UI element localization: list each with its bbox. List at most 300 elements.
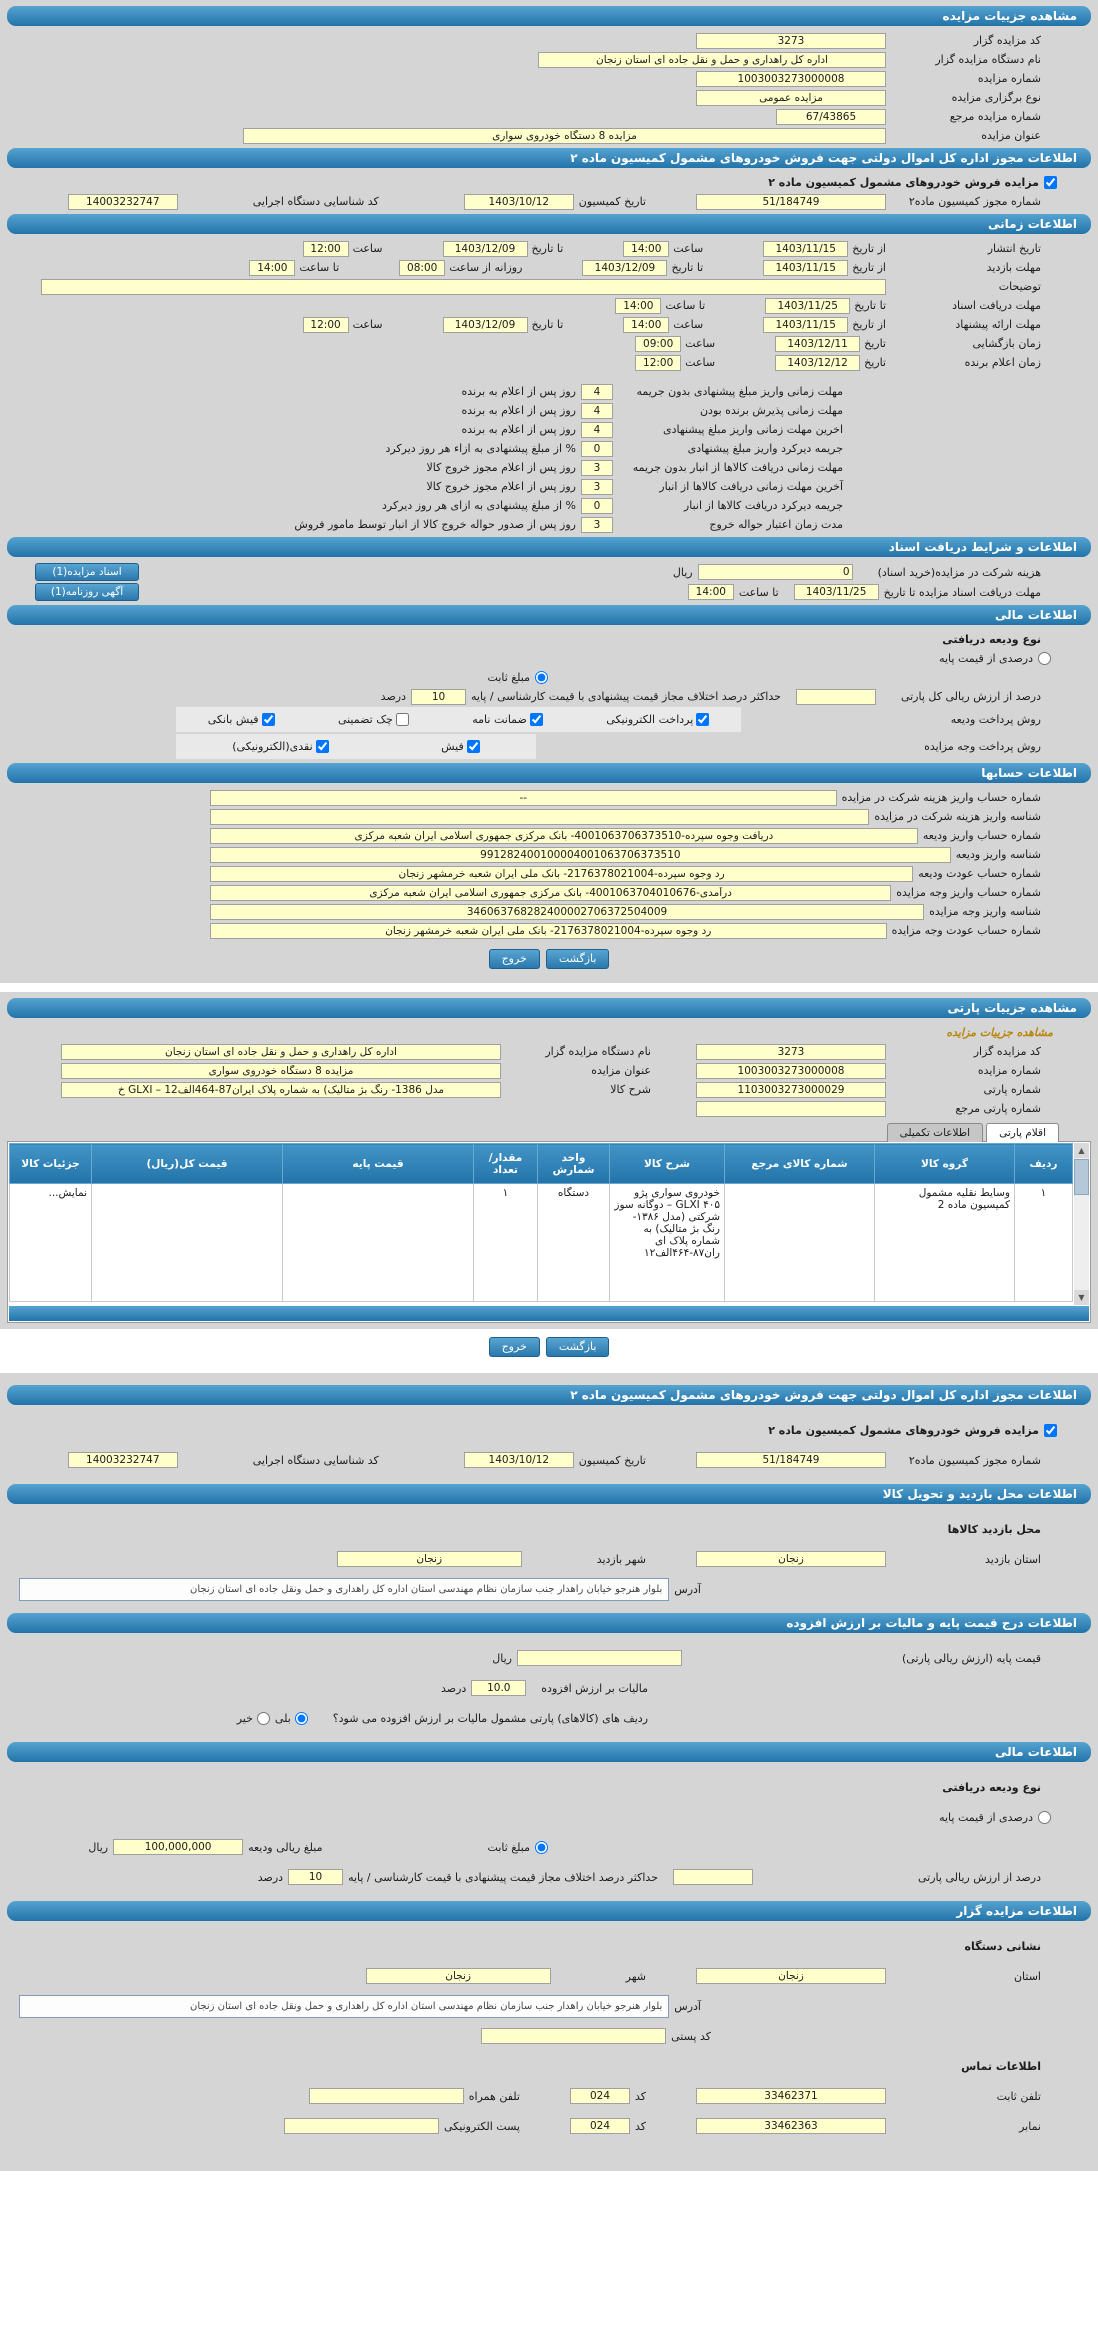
publish-date-label: تاریخ انتشار [987,242,1041,255]
penalty-value-field[interactable] [581,479,613,495]
phone-row [5,2081,1093,2111]
account-field[interactable] [210,923,887,939]
cell-ref-number [725,1184,875,1302]
winner-announce-label: زمان اعلام برنده [964,356,1041,369]
cell-total-price [92,1184,283,1302]
to-hour-group [615,298,705,314]
fax-area-code-field[interactable] [570,2118,630,2134]
percent-of-value-field[interactable] [673,1869,753,1885]
vat-question-row [5,1703,1093,1733]
exit-button[interactable]: خروج [489,1337,540,1357]
participation-fee-label: هزینه شرکت در مزایده(خرید اسناد) [877,565,1041,579]
hour-label: ساعت [352,242,383,255]
vat-yes-radio[interactable] [295,1712,308,1725]
vat-no-option [237,1712,270,1725]
date-group [775,336,886,352]
hour-group [635,336,715,352]
penalty-row [5,439,1093,458]
hour-group [303,317,383,333]
deposit-percent-radio[interactable] [1038,1811,1051,1824]
deposit-type-label: نوع ودیعه دریافتی [942,633,1041,646]
auctioneer-code-field[interactable] [696,1044,886,1060]
auction-number-label: شماره مزایده [977,1064,1041,1077]
visit-address-label: آدرس [674,1582,701,1596]
hour-group [623,241,703,257]
docs-receive-hour-field[interactable] [688,584,734,600]
account-row [5,845,1093,864]
col-base-price: قیمت پایه [283,1144,474,1184]
scroll-down-icon[interactable] [1074,1290,1089,1305]
goods-table [9,1143,1073,1302]
visit-province-field[interactable] [696,1551,886,1567]
auctioneer-name-field[interactable] [538,52,886,68]
docs-receive-deadline-row [5,582,1093,602]
deposit-payment-options-strip [176,707,741,732]
daily-from-hour-group [399,260,522,276]
account-label: شناسه واریز وجه مزایده [929,905,1041,918]
participation-fee-field[interactable] [698,564,853,580]
section-header-pricing: اطلاعات درج قیمت پایه و مالیات بر ارزش افزوده [7,1613,1091,1633]
auctioneer-code-label: کد مزایده گزار [973,34,1041,47]
agency-address-subtitle-row [5,1931,1093,1961]
publish-date-row [5,239,1093,258]
col-ref-number: شماره کالای مرجع [725,1144,875,1184]
account-field[interactable] [210,828,918,844]
grid-footer-bar [9,1306,1089,1321]
offer-to-date-field[interactable] [443,317,528,333]
party-items-grid [7,1141,1091,1323]
postal-code-row [5,2021,1093,2051]
slip-checkbox[interactable] [467,740,480,753]
percent-label: درصد [380,690,406,703]
rial-label: ریال [672,565,693,579]
offer-to-hour-field[interactable] [303,317,349,333]
col-goods-details: جزئیات کالا [10,1144,92,1184]
fax-field[interactable] [696,2118,886,2134]
percent-of-value-label: درصد از ارزش ریالی پارتی [918,1870,1041,1884]
pay-option-label: ضمانت نامه [472,713,527,726]
penalty-row [5,420,1093,439]
to-date-label: تا تاریخ [671,261,704,274]
col-goods-group: گروه کالا [875,1144,1015,1184]
hour-group [623,317,703,333]
opening-time-label: زمان بازگشایی [972,337,1041,350]
penalty-suffix: روز پس از اعلام به برنده [461,423,576,436]
winner-announce-row [5,353,1093,372]
account-label: شماره حساب واریز ودیعه [922,829,1041,842]
postal-code-label: کد پستی [671,2029,711,2043]
permit-number-field[interactable] [696,1452,886,1468]
docs-to-date-field[interactable] [765,298,850,314]
deposit-percent-radio[interactable] [1038,652,1051,665]
col-goods-desc: شرح کالا [610,1144,725,1184]
email-label: پست الکترونیکی [444,2119,520,2133]
phone-area-code-label: کد [634,2089,646,2103]
max-diff-field[interactable] [411,689,466,705]
deposit-percent-option-label: درصدی از قیمت پایه [939,652,1033,665]
penalty-value-field[interactable] [581,384,613,400]
description-label: توضیحات [998,280,1041,293]
email-field[interactable] [284,2118,439,2134]
agency-address-row [5,1991,1093,2021]
hour-label: ساعت [673,318,704,331]
agency-address-label: آدرس [674,1999,701,2013]
auction-type-row [5,88,1093,107]
rial-label: ریال [492,1651,512,1665]
agency-city-field[interactable] [366,1968,551,1984]
auction-title-field[interactable] [243,128,886,144]
back-button[interactable]: بازگشت [546,949,610,969]
section-header-accounts: اطلاعات حسابها [7,763,1091,783]
contact-info-subtitle-row [5,2051,1093,2081]
auctioneer-code-row [5,31,1093,50]
permit-number-label: شماره مجوز کمیسیون ماده۲ [908,195,1041,208]
penalty-row [5,382,1093,401]
penalty-label: آخرین مهلت زمانی دریافت کالاها از انبار [659,480,843,493]
description-field[interactable] [41,279,886,295]
to-date-label: تا تاریخ [531,242,564,255]
auction-number-row [5,69,1093,88]
vat-yes-option [275,1712,308,1725]
penalty-value-field[interactable] [581,517,613,533]
exec-code-field[interactable] [68,1452,178,1468]
account-row [5,807,1093,826]
auction-details-panel [0,0,1098,983]
grid-vertical-scrollbar[interactable] [1074,1143,1089,1305]
to-hour-label: تا ساعت [738,585,779,599]
visit-address-row [5,1574,1093,1604]
contact-info-subtitle: اطلاعات تماس [961,2059,1041,2073]
agency-address-field[interactable] [19,1995,669,2018]
deposit-percent-option-row [5,1802,1093,1832]
max-diff-field[interactable] [288,1869,343,1885]
from-date-group [763,241,886,257]
auction-number-field[interactable] [696,1063,886,1079]
show-details-link[interactable]: نمایش... [48,1187,87,1199]
visit-province-city-row [5,1544,1093,1574]
permit-checkbox-row [5,173,1093,192]
goods-table-header-row [10,1144,1073,1184]
cell-base-price [283,1184,474,1302]
visit-to-date-field[interactable] [582,260,667,276]
visit-from-date-field[interactable] [763,260,848,276]
pay-option [441,740,480,753]
auctioneer-code-label: کد مزایده گزار [973,1045,1041,1058]
to-date-group [443,317,564,333]
permit-fields-row [5,1445,1093,1475]
opening-time-row [5,334,1093,353]
col-row-index: ردیف [1015,1144,1073,1184]
account-label: شناسه واریز ودیعه [955,848,1041,861]
spacer [5,372,1093,382]
offer-deadline-row [5,315,1093,334]
party-ref-label: شماره پارتی مرجع [955,1102,1041,1115]
description-row [5,277,1093,296]
docs-receive-deadline-label: مهلت دریافت اسناد مزایده تا تاریخ [883,585,1041,599]
auction-title-label: عنوان مزایده [981,129,1041,142]
mobile-label: تلفن همراه [468,2089,520,2103]
penalty-value-field[interactable] [581,422,613,438]
view-auction-details-link[interactable]: مشاهده جزییات مزایده [946,1026,1053,1039]
account-row [5,788,1093,807]
account-label: شماره حساب عودت ودیعه [918,867,1041,880]
agency-address-subtitle: نشانی دستگاه [964,1939,1041,1953]
phone-area-code-field[interactable] [570,2088,630,2104]
visit-location-subtitle: محل بازدید کالاها [947,1522,1041,1536]
commission-date-field[interactable] [464,194,574,210]
offer-from-hour-field[interactable] [623,317,669,333]
deposit-payment-method-row [5,706,1093,733]
winner-date-field[interactable] [775,355,860,371]
participation-fee-row [5,562,1093,582]
tab-additional-info[interactable]: اطلاعات تکمیلی [887,1123,983,1142]
commission-date-field[interactable] [464,1452,574,1468]
account-field[interactable] [210,809,869,825]
percent-label: درصد [257,1870,284,1884]
visit-location-subtitle-row [5,1514,1093,1544]
section-header-timing: اطلاعات زمانی [7,214,1091,234]
tab-party-items[interactable]: اقلام پارتی [986,1123,1059,1142]
deposit-fixed-option-row [5,1832,1093,1862]
pay-option [606,713,709,726]
goods-row [10,1184,1073,1302]
account-field[interactable] [210,847,951,863]
phone-field[interactable] [696,2088,886,2104]
auction-ref-field[interactable] [776,109,886,125]
hour-group [303,241,383,257]
section-header-auction-details: مشاهده جزییات مزایده [7,6,1091,26]
deposit-type-row [5,630,1093,649]
penalty-value-field[interactable] [581,441,613,457]
winner-hour-field[interactable] [635,355,681,371]
section-header-documents: اطلاعات و شرایط دریافت اسناد [7,537,1091,557]
account-field[interactable] [210,904,924,920]
deposit-fixed-radio[interactable] [535,671,548,684]
section-header-financial: اطلاعات مالی [7,605,1091,625]
deposit-percent-option-label: درصدی از قیمت پایه [939,1810,1033,1824]
vat-no-label: خیر [236,1711,253,1725]
visit-city-field[interactable] [337,1551,522,1567]
to-date-group [765,298,886,314]
agency-city-label: شهر [625,1969,646,1983]
party-number-field[interactable] [696,1082,886,1098]
auctioneer-code-field[interactable] [696,33,886,49]
section-header-permit: اطلاعات مجوز اداره کل اموال دولتی جهت فروش خودروهای مشمول کمیسیون ماده ۲ [7,148,1091,168]
cell-goods-desc: خودروی سواری پژو ۴۰۵ GLXI – دوگانه سوز شرکتی (مدل ۱۳۸۶- رنگ بژ متالیک) به شماره پلاک ای ران۸۷-۴۶۴الف۱۲ [610,1184,725,1302]
date-group [775,355,886,371]
auction-type-field[interactable] [696,90,886,106]
penalty-label: جریمه دیرکرد دریافت کالاها از انبار [683,499,843,512]
exec-code-label: کد شناسایی دستگاه اجرایی [252,1453,379,1467]
auction-ref-row [5,107,1093,126]
from-date-label: از تاریخ [852,318,886,331]
date-label: تاریخ [864,337,886,350]
back-button[interactable]: بازگشت [546,1337,610,1357]
deposit-fixed-option-label: مبلغ ثابت [487,671,530,684]
vat-yes-label: بلی [274,1711,291,1725]
max-diff-label: حداکثر درصد اختلاف مجاز قیمت پیشنهادی با قیمت کارشناسی / پایه [348,1870,658,1884]
vat-label: مالیات بر ارزش افزوده [541,1681,648,1695]
deposit-fixed-radio[interactable] [535,1841,548,1854]
agency-province-label: استان [1013,1969,1041,1983]
party-details-panel [0,992,1098,1329]
pay-option [232,740,328,753]
cell-goods-group: وسایط نقلیه مشمول کمیسیون ماده 2 [875,1184,1015,1302]
account-row [5,921,1093,940]
party-tabs [5,1118,1093,1141]
newspaper-ad-button[interactable]: آگهی روزنامه(1) [35,583,139,601]
auction-number-field[interactable] [696,71,886,87]
exit-button[interactable]: خروج [489,949,540,969]
account-label: شناسه واریز هزینه شرکت در مزایده [874,810,1041,823]
party-row-1 [5,1042,1093,1061]
bank-slip-checkbox[interactable] [262,713,275,726]
phone-label: تلفن ثابت [996,2089,1041,2103]
postal-code-field[interactable] [481,2028,666,2044]
docs-receive-deadline-field[interactable] [794,584,879,600]
permit-number-label: شماره مجوز کمیسیون ماده۲ [908,1453,1041,1467]
from-date-group [763,260,886,276]
col-unit: واحد شمارش [538,1144,610,1184]
party-row-2 [5,1061,1093,1080]
account-field[interactable] [210,866,913,882]
vat-field[interactable] [471,1680,526,1696]
to-hour-label: تا ساعت [665,299,706,312]
vat-row [5,1673,1093,1703]
penalty-value-field[interactable] [581,460,613,476]
account-field[interactable] [210,885,891,901]
penalty-row [5,458,1093,477]
commission-article2-checkbox[interactable] [1044,1424,1057,1437]
to-date-group [582,260,703,276]
account-row [5,902,1093,921]
party-ref-field[interactable] [696,1101,886,1117]
penalty-label: مهلت زمانی دریافت کالاها از انبار بدون جریمه [632,461,843,474]
goods-desc-label: شرح کالا [610,1083,651,1096]
agency-province-city-row [5,1961,1093,1991]
col-total-price: قیمت کل(ریال) [92,1144,283,1184]
visit-from-hour-field[interactable] [399,260,445,276]
account-label: شماره حساب واریز هزینه شرکت در مزایده [841,791,1041,804]
publish-from-hour-field[interactable] [623,241,669,257]
visit-to-hour-field[interactable] [249,260,295,276]
auction-payment-options-strip [176,734,536,759]
scrollbar-thumb[interactable] [1074,1159,1089,1195]
opening-date-field[interactable] [775,336,860,352]
hour-label: ساعت [685,356,716,369]
penalty-suffix: روز پس از اعلام به برنده [461,385,576,398]
auction-documents-button[interactable]: اسناد مزایده(1) [35,563,139,581]
penalty-label: جریمه دیرکرد واریز مبلغ پیشنهادی [687,442,843,455]
deposit-amount-label: مبلغ ریالی ودیعه [248,1840,323,1854]
daily-from-hour-label: روزانه از ساعت [449,261,523,274]
docs-to-hour-field[interactable] [615,298,661,314]
hour-label: ساعت [685,337,716,350]
party-row-4 [5,1099,1093,1118]
penalty-suffix: روز پس از اعلام مجوز خروج کالا [426,480,576,493]
auction-payment-method-row [5,733,1093,760]
opening-hour-field[interactable] [635,336,681,352]
section-header-permit: اطلاعات مجوز اداره کل اموال دولتی جهت فروش خودروهای مشمول کمیسیون ماده ۲ [7,1385,1091,1405]
penalty-suffix: روز پس از صدور حواله خروج کالا از انبار توسط مامور فروش [294,518,576,531]
hour-label: ساعت [352,318,383,331]
account-row [5,826,1093,845]
offer-deadline-label: مهلت ارائه پیشنهاد [955,318,1041,331]
action-buttons-row [0,1329,1098,1365]
certified-check-checkbox[interactable] [396,713,409,726]
penalty-suffix: روز پس از اعلام به برنده [461,404,576,417]
auction-title-label: عنوان مزایده [591,1064,651,1077]
offer-from-date-field[interactable] [763,317,848,333]
commission-date-label: تاریخ کمیسیون [578,195,646,208]
fax-label: نمابر [1019,2119,1041,2133]
auctioneer-name-label: نام دستگاه مزایده گزار [545,1045,651,1058]
base-price-field[interactable] [517,1650,682,1666]
from-date-group [763,317,886,333]
auction-title-field[interactable] [61,1063,501,1079]
penalty-suffix: % از مبلغ پیشنهادی به ازای هر روز دیرکرد [382,499,576,512]
commission-article2-checkbox[interactable] [1044,176,1057,189]
section-header-party-details: مشاهده جزییات پارتی [7,998,1091,1018]
visit-date-label: مهلت بازدید [986,261,1041,274]
percent-of-value-label: درصد از ارزش ریالی کل پارتی [900,690,1041,703]
pay-option-label: نقدی(الکترونیکی) [232,740,313,753]
penalty-label: اخرین مهلت زمانی واریز مبلغ پیشنهادی [663,423,843,436]
publish-from-date-field[interactable] [763,241,848,257]
guarantee-checkbox[interactable] [530,713,543,726]
rial-label: ریال [88,1840,109,1854]
docs-deadline-label: مهلت دریافت اسناد [952,299,1041,312]
auctioneer-name-field[interactable] [61,1044,501,1060]
auction-payment-method-label: روش پرداخت وجه مزایده [924,740,1041,753]
cash-electronic-checkbox[interactable] [316,740,329,753]
exec-code-field[interactable] [68,194,178,210]
permit-number-field[interactable] [696,194,886,210]
visit-date-row [5,258,1093,277]
publish-to-hour-field[interactable] [303,241,349,257]
scroll-up-icon[interactable] [1074,1143,1089,1158]
electronic-payment-checkbox[interactable] [696,713,709,726]
auction-number-label: شماره مزایده [977,72,1041,85]
publish-to-date-field[interactable] [443,241,528,257]
permit-fields-row [5,192,1093,211]
to-date-label: تا تاریخ [854,299,886,312]
fax-area-code-label: کد [634,2119,646,2133]
section-header-auctioneer-info: اطلاعات مزایده گزار [7,1901,1091,1921]
section-header-financial: اطلاعات مالی [7,1742,1091,1762]
to-date-group [443,241,564,257]
visit-address-field[interactable] [19,1578,669,1601]
party-number-label: شماره پارتی [983,1083,1041,1096]
penalty-value-field[interactable] [581,498,613,514]
pay-option-label: فیش بانکی [207,713,259,726]
action-buttons-row [5,940,1093,973]
pay-option-label: چک تضمینی [337,713,393,726]
cell-quantity: ۱ [474,1184,538,1302]
mobile-field[interactable] [309,2088,464,2104]
penalty-value-field[interactable] [581,403,613,419]
auction-title-row [5,126,1093,145]
deposit-fixed-option-row [5,668,1093,687]
goods-desc-field[interactable] [61,1082,501,1098]
visit-city-label: شهر بازدید [596,1552,646,1566]
agency-province-field[interactable] [696,1968,886,1984]
percent-of-value-field[interactable] [796,689,876,705]
account-field[interactable] [210,790,837,806]
vat-no-radio[interactable] [257,1712,270,1725]
to-hour-label: تا ساعت [299,261,340,274]
deposit-amount-field[interactable] [113,1839,243,1855]
